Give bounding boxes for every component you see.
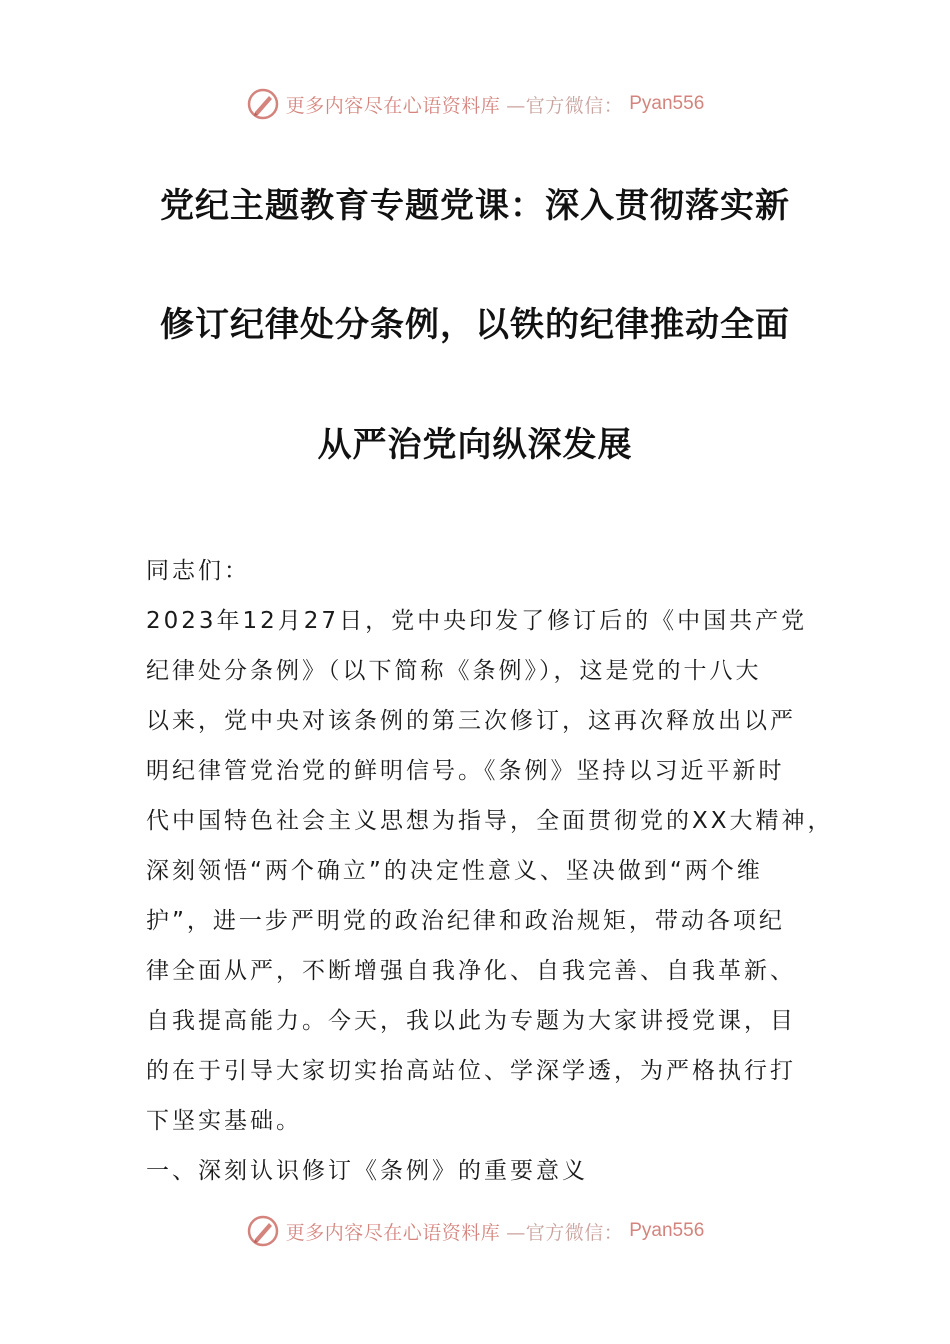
footer-watermark [0,1211,950,1251]
section-heading: 一、深刻认识修订《条例》的重要意义 [146,1158,588,1184]
paragraph-line: 护”，进一步严明党的政治纪律和政治规矩，带动各项纪 [146,908,785,934]
pen-circle-icon [246,87,280,121]
paragraph-line: 代中国特色社会主义思想为指导，全面贯彻党的XX大精神， [146,808,834,834]
paragraph-line: 的在于引导大家切实抬高站位、学深学透，为严格执行打 [146,1058,796,1084]
watermark-wechat-id: Pyan556 [629,93,705,114]
paragraph-line: 2023年12月27日，党中央印发了修订后的《中国共产党 [146,608,808,634]
paragraph-line: 下坚实基础。 [146,1108,302,1134]
watermark-text: 更多内容尽在心语资料库 [285,94,501,117]
watermark-text: 更多内容尽在心语资料库 [285,1221,501,1244]
watermark-separator: —官方微信： [506,1221,624,1244]
paragraph-line: 明纪律管党治党的鲜明信号。《条例》坚持以习近平新时 [146,758,785,784]
watermark-separator: —官方微信： [506,94,624,117]
document-title-line-3: 从严治党向纵深发展 [317,425,633,465]
greeting: 同志们： [146,558,250,584]
pen-circle-icon [246,1214,280,1248]
paragraph-line: 律全面从严，不断增强自我净化、自我完善、自我革新、 [146,958,796,984]
paragraph-line: 以来，党中央对该条例的第三次修订，这再次释放出以严 [146,708,796,734]
document-title-line-2: 修订纪律处分条例，以铁的纪律推动全面 [160,305,790,345]
paragraph-line: 深刻领悟“两个确立”的决定性意义、坚决做到“两个维 [146,858,763,884]
document-title-line-1: 党纪主题教育专题党课：深入贯彻落实新 [160,186,790,226]
paragraph-line: 纪律处分条例》（以下简称《条例》），这是党的十八大 [146,658,762,684]
header-watermark [0,84,950,124]
paragraph-line: 自我提高能力。今天，我以此为专题为大家讲授党课，目 [146,1008,796,1034]
watermark-wechat-id: Pyan556 [629,1220,705,1241]
